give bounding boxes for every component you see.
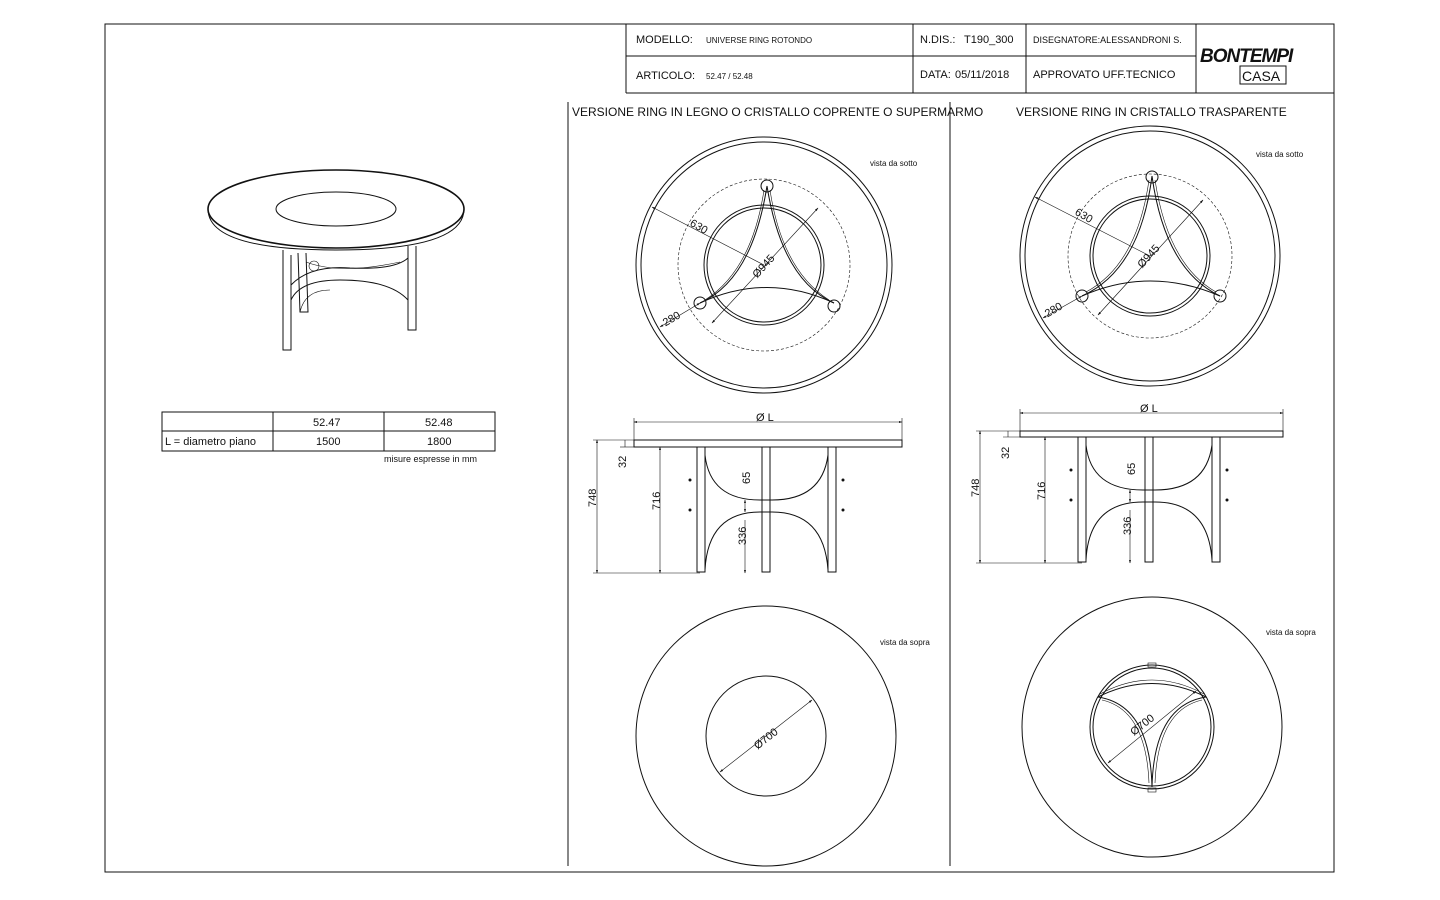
brand-logo [1200, 46, 1294, 84]
right-dim-32: 32 [1000, 446, 1012, 459]
right-dim-748: 748 [970, 478, 982, 497]
data-value: 05/11/2018 [955, 69, 1010, 81]
right-dim-630: 630 [1072, 206, 1095, 226]
left-dim-700: Ø700 [751, 726, 781, 753]
right-dim-700: Ø700 [1128, 712, 1157, 739]
left-dim-716: 716 [651, 491, 663, 510]
left-bottom-view [636, 137, 918, 393]
left-dim-65: 65 [741, 471, 753, 484]
table-cell-1800: 1800 [427, 436, 452, 448]
left-dim-630: 630 [687, 217, 710, 237]
right-dim-65: 65 [1126, 462, 1138, 475]
left-dim-280: 280 [660, 309, 683, 330]
data-label: DATA: [920, 69, 951, 81]
right-bottom-view-label: vista da sotto [1256, 150, 1304, 159]
right-side-elevation [970, 403, 1283, 563]
table-perspective-illustration [208, 170, 464, 350]
ndis-label: N.DIS.: [920, 34, 956, 46]
left-dim-L: Ø L [756, 412, 774, 424]
table-header-52-47: 52.47 [313, 417, 341, 429]
left-dim-32: 32 [617, 455, 629, 468]
designer: DISEGNATORE:ALESSANDRONI S. [1033, 35, 1182, 45]
left-top-view [636, 606, 930, 866]
approved: APPROVATO UFF.TECNICO [1033, 69, 1176, 81]
left-dim-748: 748 [587, 488, 599, 507]
section-right-title: VERSIONE RING IN CRISTALLO TRASPARENTE [1016, 105, 1287, 119]
section-left-title: VERSIONE RING IN LEGNO O CRISTALLO COPRENTE O SUPERMARMO [572, 105, 984, 119]
right-dim-716: 716 [1036, 481, 1048, 500]
table-row-label: L = diametro piano [165, 436, 257, 448]
left-bottom-view-label: vista da sotto [870, 159, 918, 168]
brand-sub: CASA [1242, 68, 1281, 84]
modello-label: MODELLO: [636, 34, 693, 46]
right-top-view [1022, 597, 1316, 857]
left-dim-336: 336 [737, 526, 749, 545]
table-cell-1500: 1500 [316, 436, 341, 448]
right-bottom-view [1020, 126, 1304, 386]
modello-value: UNIVERSE RING ROTONDO [706, 36, 813, 45]
articolo-label: ARTICOLO: [636, 70, 696, 82]
table-note: misure espresse in mm [384, 454, 478, 464]
right-dim-336: 336 [1122, 516, 1134, 535]
right-dim-280: 280 [1042, 300, 1065, 321]
left-dim-945: Ø945 [750, 252, 778, 281]
right-top-view-label: vista da sopra [1266, 628, 1316, 637]
right-dim-945: Ø945 [1135, 242, 1163, 271]
size-table [162, 412, 495, 464]
articolo-value: 52.47 / 52.48 [706, 72, 753, 81]
ndis-value: T190_300 [964, 34, 1014, 46]
title-block [626, 24, 1334, 93]
drawing-frame [105, 24, 1334, 872]
right-dim-L: Ø L [1140, 403, 1158, 415]
table-header-52-48: 52.48 [425, 417, 453, 429]
brand-name: BONTEMPI [1200, 46, 1293, 67]
left-side-elevation [587, 412, 902, 573]
left-top-view-label: vista da sopra [880, 638, 930, 647]
